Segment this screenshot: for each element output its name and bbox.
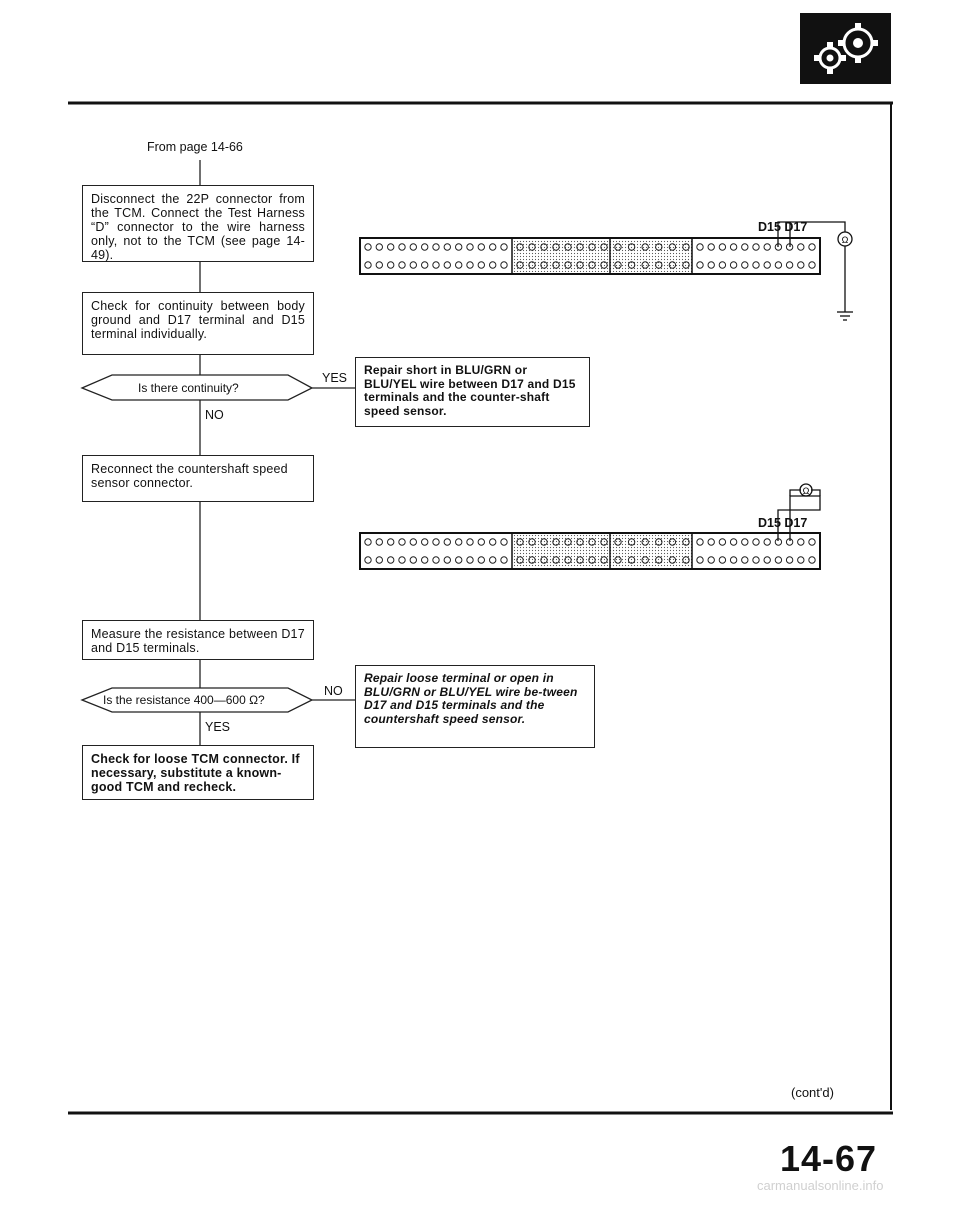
- step-text: Check for loose TCM connector. If necessary, substitute a known-good TCM and recheck.: [91, 752, 300, 794]
- step-text: Check for continuity between body ground and D17 terminal and D15 terminal individually.: [91, 299, 305, 341]
- decision-continuity-text: Is there continuity?: [138, 381, 239, 395]
- decision-resistance-text: Is the resistance 400—600 Ω?: [103, 693, 265, 707]
- step-text: Reconnect the countershaft speed sensor connector.: [91, 462, 288, 490]
- yes-label: YES: [322, 371, 348, 385]
- pin-label-top: D15 D17: [758, 220, 808, 234]
- from-page-label: From page 14-66: [147, 140, 243, 154]
- svg-text:Ω: Ω: [841, 235, 849, 245]
- watermark: carmanualsonline.info: [757, 1178, 884, 1193]
- pin-label-bottom: D15 D17: [758, 516, 808, 530]
- no-label: NO: [324, 684, 343, 698]
- step-text: Disconnect the 22P connector from the TCM. Connect the Test Harness “D” connector to the wire harness only, not to the TCM (see page 14-49).: [91, 192, 305, 262]
- repair-text: Repair loose terminal or open in BLU/GRN or BLU/YEL wire be-tween D17 and D15 terminals and the countershaft speed sensor.: [364, 671, 578, 726]
- repair-text: Repair short in BLU/GRN or BLU/YEL wire between D17 and D15 terminals and the counter-shaft speed sensor.: [364, 363, 576, 418]
- no-label: NO: [205, 408, 224, 422]
- continued-label: (cont'd): [791, 1085, 834, 1100]
- step-text: Measure the resistance between D17 and D15 terminals.: [91, 627, 305, 655]
- yes-label: YES: [205, 720, 231, 734]
- page-number: 14-67: [780, 1138, 878, 1179]
- svg-text:Ω: Ω: [802, 486, 810, 496]
